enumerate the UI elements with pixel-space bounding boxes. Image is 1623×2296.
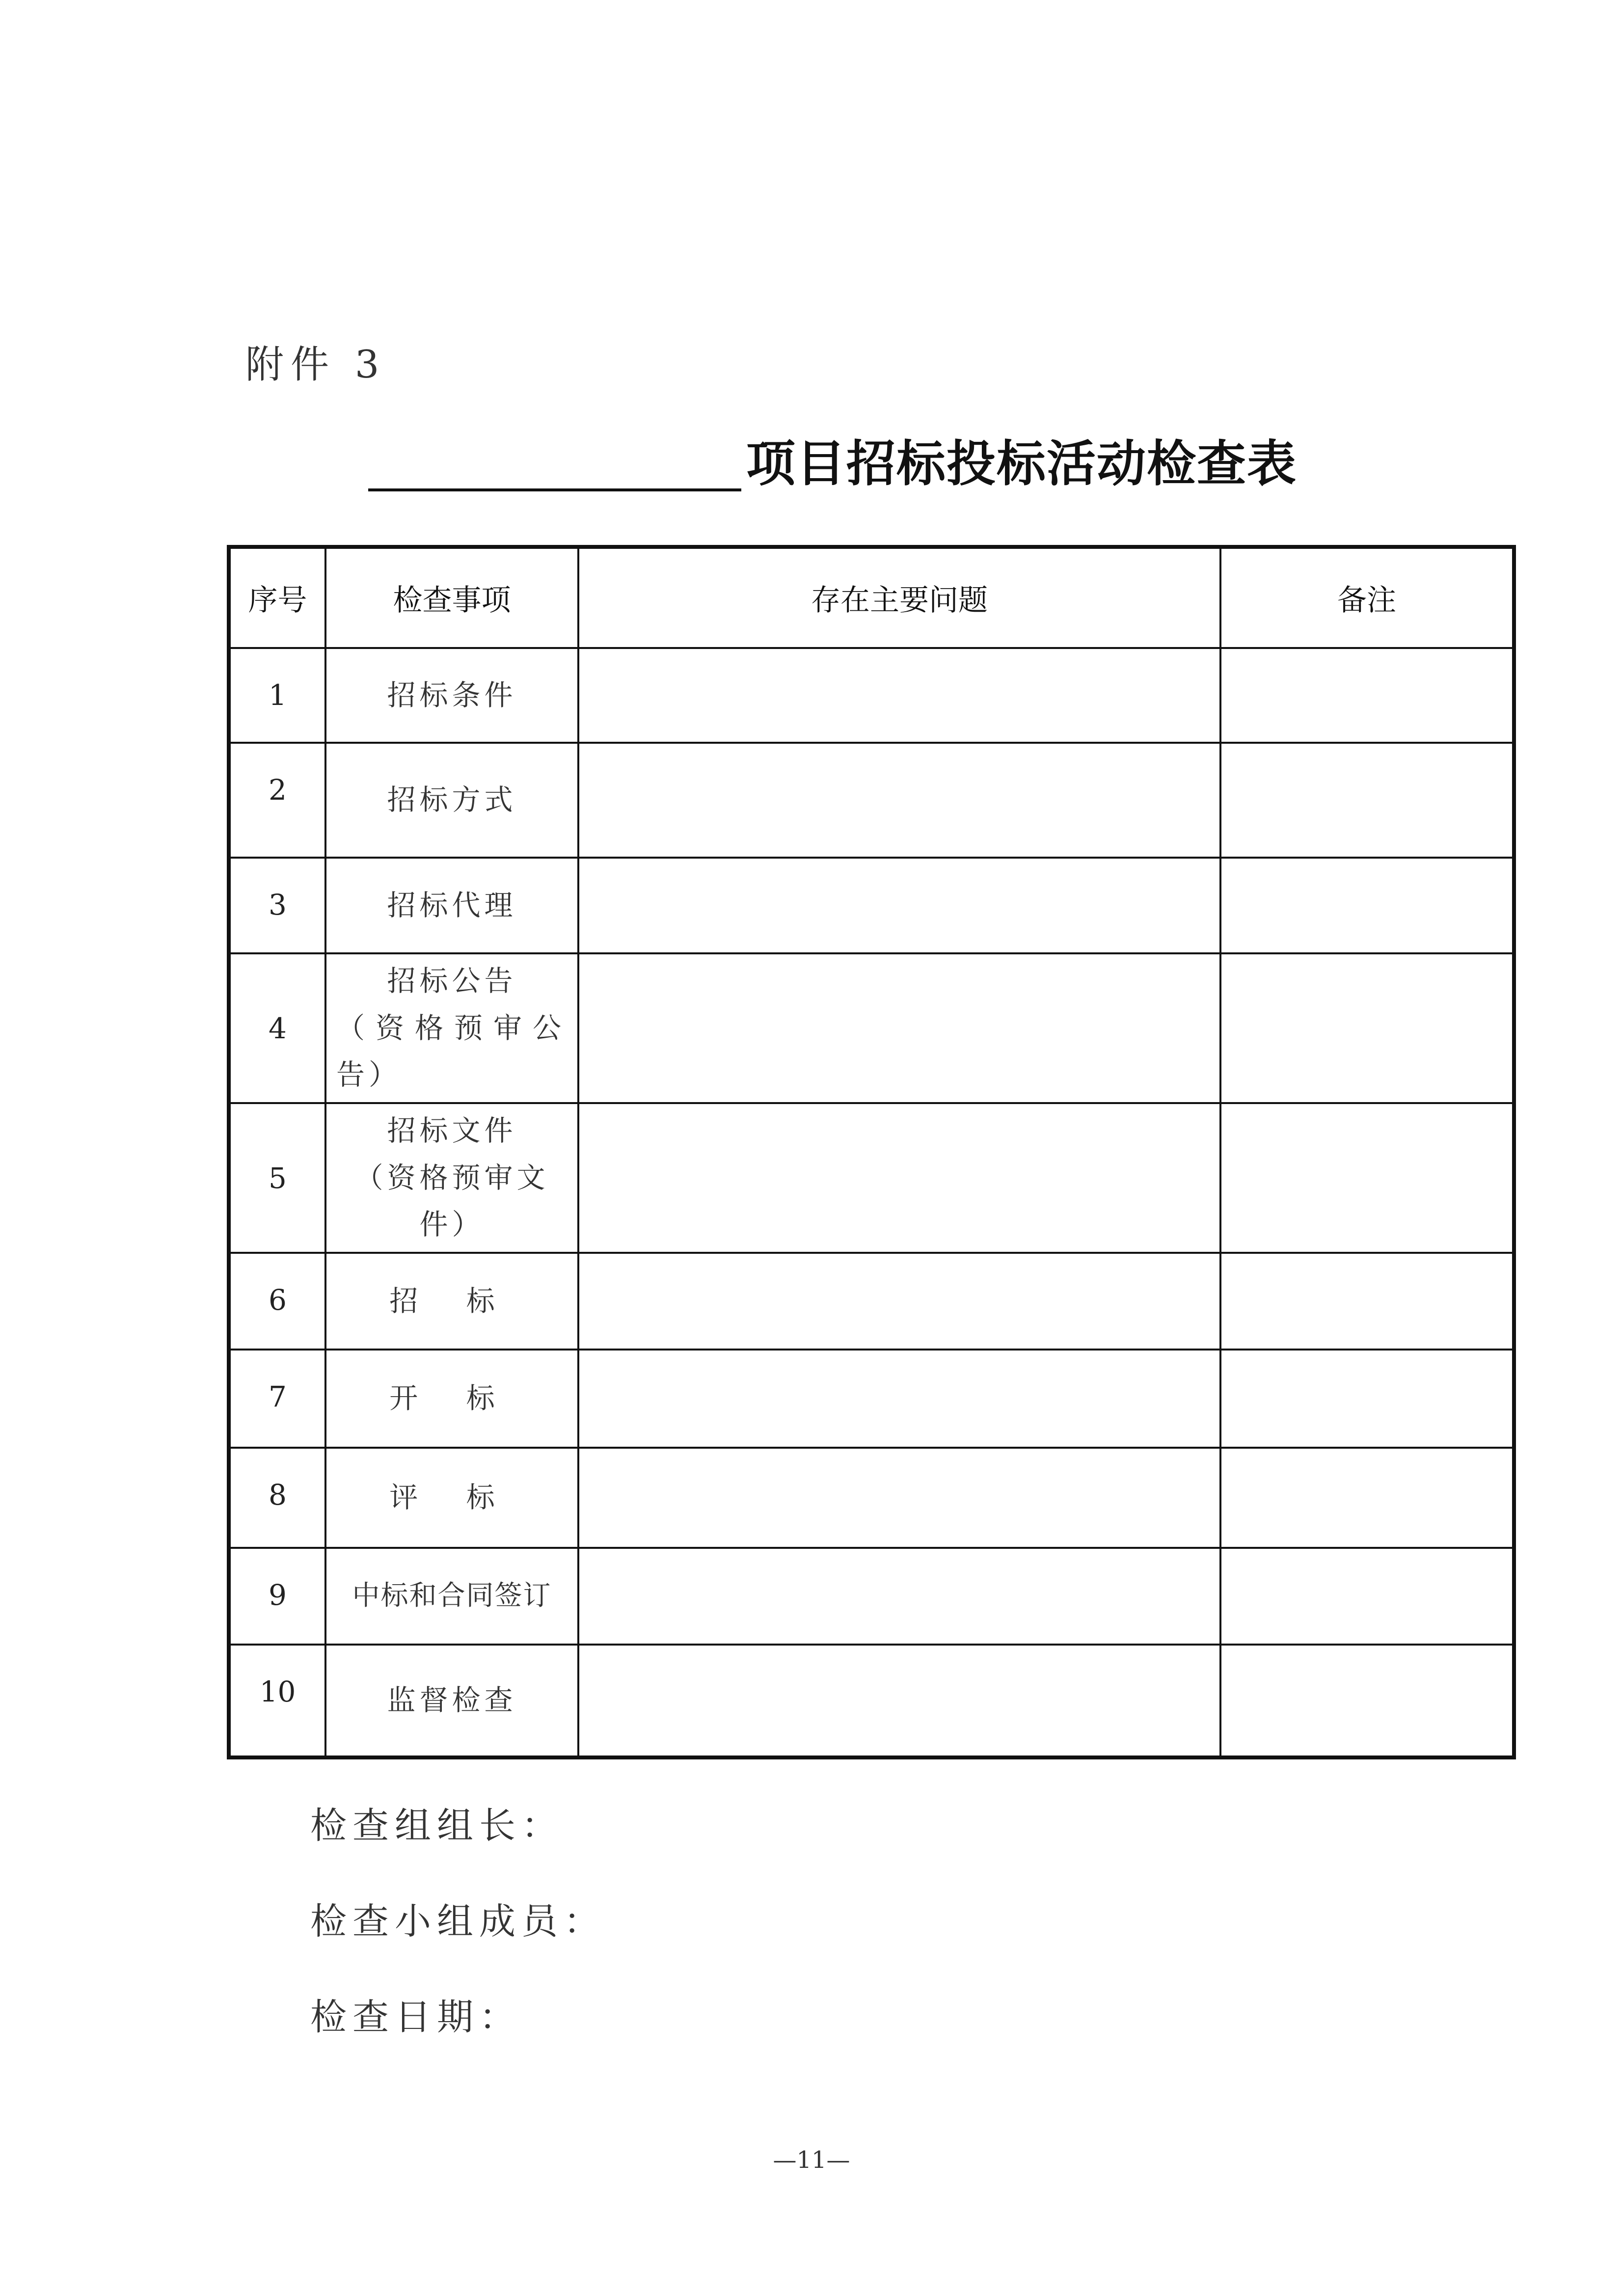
page-number: —11— xyxy=(773,2146,850,2174)
attachment-label: 附件 3 xyxy=(245,343,386,387)
table-row xyxy=(229,648,1514,743)
row-number: 6 xyxy=(229,1253,325,1350)
check-item-line: （资格预审文 xyxy=(354,1161,549,1194)
note-cell xyxy=(1220,953,1514,1103)
document-title xyxy=(368,435,1297,492)
table-row xyxy=(229,1645,1514,1757)
check-item-line: 中标和合同签订 xyxy=(352,1580,552,1612)
header-check-item: 检查事项 xyxy=(325,547,578,648)
check-item-line: 件） xyxy=(419,1208,485,1242)
row-number: 1 xyxy=(229,648,325,743)
check-item-line: 监督检查 xyxy=(387,1683,517,1717)
inspection-table xyxy=(227,545,1516,1759)
note-cell xyxy=(1220,743,1514,858)
issue-cell xyxy=(578,858,1220,953)
table-row xyxy=(229,743,1514,858)
check-item xyxy=(325,743,578,858)
signature-date: 检查日期： xyxy=(310,1996,521,2038)
check-item-line: 招标文件 xyxy=(387,1113,517,1147)
row-number: 2 xyxy=(229,743,325,858)
check-item xyxy=(325,1645,578,1757)
check-item-line: 招标代理 xyxy=(387,888,517,922)
check-item-line: 招标方式 xyxy=(387,783,517,817)
note-cell xyxy=(1220,1448,1514,1548)
table-row xyxy=(229,1350,1514,1448)
check-item xyxy=(325,1103,578,1253)
check-item-line: 评 标 xyxy=(389,1481,514,1514)
table-row xyxy=(229,953,1514,1103)
note-cell xyxy=(1220,1645,1514,1757)
header-remarks: 备注 xyxy=(1220,547,1514,648)
row-number: 9 xyxy=(229,1548,325,1645)
note-cell xyxy=(1220,1548,1514,1645)
check-item xyxy=(325,858,578,953)
check-item-line: 招 标 xyxy=(389,1284,514,1318)
row-number: 8 xyxy=(229,1448,325,1548)
issue-cell xyxy=(578,1103,1220,1253)
issue-cell xyxy=(578,648,1220,743)
header-main-issues: 存在主要问题 xyxy=(578,547,1220,648)
note-cell xyxy=(1220,858,1514,953)
check-item xyxy=(325,1548,578,1645)
table-row xyxy=(229,1253,1514,1350)
issue-cell xyxy=(578,1253,1220,1350)
check-item-line: 开 标 xyxy=(389,1381,514,1415)
check-item xyxy=(325,953,578,1103)
check-item-line: 招标公告 xyxy=(387,964,517,998)
row-number: 4 xyxy=(229,953,325,1103)
check-item xyxy=(325,1253,578,1350)
issue-cell xyxy=(578,743,1220,858)
project-name-blank xyxy=(368,439,741,491)
check-item-line: 招标条件 xyxy=(387,678,517,712)
row-number: 3 xyxy=(229,858,325,953)
check-item xyxy=(325,1350,578,1448)
note-cell xyxy=(1220,1350,1514,1448)
note-cell xyxy=(1220,1103,1514,1253)
issue-cell xyxy=(578,953,1220,1103)
issue-cell xyxy=(578,1645,1220,1757)
issue-cell xyxy=(578,1448,1220,1548)
note-cell xyxy=(1220,1253,1514,1350)
table-row xyxy=(229,1548,1514,1645)
note-cell xyxy=(1220,648,1514,743)
issue-cell xyxy=(578,1350,1220,1448)
issue-cell xyxy=(578,1548,1220,1645)
header-row xyxy=(229,547,1514,648)
table-row xyxy=(229,1103,1514,1253)
check-item xyxy=(325,648,578,743)
table-row xyxy=(229,1448,1514,1548)
check-item-line: 告） xyxy=(336,1058,402,1092)
row-number: 7 xyxy=(229,1350,325,1448)
row-number: 10 xyxy=(229,1645,325,1757)
check-item xyxy=(325,1448,578,1548)
row-number: 5 xyxy=(229,1103,325,1253)
signature-members: 检查小组成员： xyxy=(310,1900,606,1943)
signature-leader: 检查组组长： xyxy=(310,1805,564,1847)
check-item-line: （资格预审公 xyxy=(336,1011,572,1045)
title-text: 项目招标投标活动检查表 xyxy=(746,435,1297,492)
table-row xyxy=(229,858,1514,953)
header-serial: 序号 xyxy=(229,547,325,648)
